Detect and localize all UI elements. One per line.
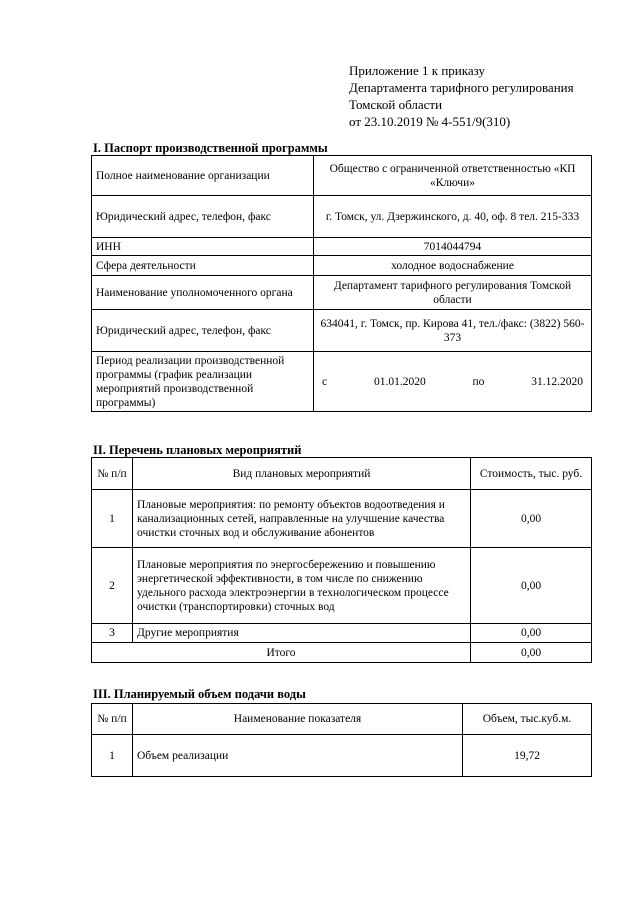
row-cost: 0,00 (471, 624, 592, 643)
order-annex-header (349, 62, 609, 130)
table-header-row (92, 458, 592, 490)
row-name: Другие мероприятия (133, 624, 471, 643)
col-header-volume: Объем, тыс.куб.м. (463, 704, 592, 735)
row-value: 7014044794 (314, 238, 592, 256)
row-label: Юридический адрес, телефон, факс (92, 310, 314, 352)
total-label: Итого (92, 643, 471, 663)
table-row (92, 238, 592, 256)
row-value: г. Томск, ул. Дзержинского, д. 40, оф. 8 тел. 215-333 (314, 196, 592, 238)
col-header-name: Наименование показателя (133, 704, 463, 735)
col-header-num: № п/п (92, 458, 133, 490)
row-name: Плановые мероприятия: по ремонту объектов водоотведения и канализационных сетей, направленные на улучшение качества очистки сточных вод и обслуживание абонентов (133, 490, 471, 548)
program-passport-table (91, 155, 592, 412)
header-line: Приложение 1 к приказу (349, 63, 486, 78)
row-label: Полное наименование организации (92, 156, 314, 196)
planned-activities-table (91, 457, 592, 663)
row-name: Плановые мероприятия по энергосбережению и повышению энергетической эффективности, в том числе по снижению удельного расхода электроэнергии в технологическом процессе очистки (транспортировки) сточных вод (133, 548, 471, 624)
col-header-cost: Стоимость, тыс. руб. (471, 458, 592, 490)
section2-title: II. Перечень плановых мероприятий (93, 443, 302, 457)
col-header-num: № п/п (92, 704, 133, 735)
col-header-name: Вид плановых мероприятий (133, 458, 471, 490)
row-label: Юридический адрес, телефон, факс (92, 196, 314, 238)
table-row (92, 256, 592, 276)
row-num: 1 (92, 490, 133, 548)
row-num: 1 (92, 735, 133, 777)
header-line: от 23.10.2019 № 4-551/9(310) (349, 114, 511, 129)
table-row (92, 548, 592, 624)
table-header-row (92, 704, 592, 735)
row-value: Общество с ограниченной ответственностью «КП «Ключи» (314, 156, 592, 196)
table-row (92, 310, 592, 352)
table-row (92, 196, 592, 238)
section3-title: III. Планируемый объем подачи воды (93, 687, 306, 701)
row-value: 634041, г. Томск, пр. Кирова 41, тел./факс: (3822) 560-373 (314, 310, 592, 352)
row-label: Сфера деятельности (92, 256, 314, 276)
table-row (92, 276, 592, 310)
header-line: Томской области (349, 97, 443, 112)
period-from-date: 01.01.2020 (373, 375, 426, 388)
header-line: Департамента тарифного регулирования (349, 80, 574, 95)
table-row (92, 156, 592, 196)
row-cost: 0,00 (471, 490, 592, 548)
period-label: Период реализации производственной программы (график реализации мероприятий производственной программы) (92, 352, 314, 412)
period-from-word: с (322, 375, 328, 388)
period-to-date: 31.12.2020 (531, 375, 583, 388)
table-row (92, 624, 592, 643)
row-num: 3 (92, 624, 133, 643)
table-row (92, 490, 592, 548)
row-label: ИНН (92, 238, 314, 256)
row-label: Наименование уполномоченного органа (92, 276, 314, 310)
row-volume: 19,72 (463, 735, 592, 777)
period-value (314, 352, 592, 412)
row-num: 2 (92, 548, 133, 624)
row-value: холодное водоснабжение (314, 256, 592, 276)
row-value: Департамент тарифного регулирования Томской области (314, 276, 592, 310)
total-cost: 0,00 (471, 643, 592, 663)
period-to-word: по (472, 375, 485, 388)
row-cost: 0,00 (471, 548, 592, 624)
section1-title: I. Паспорт производственной программы (93, 141, 328, 155)
row-name: Объем реализации (133, 735, 463, 777)
table-row (92, 352, 592, 412)
table-row (92, 735, 592, 777)
total-row (92, 643, 592, 663)
water-volume-table (91, 703, 592, 777)
